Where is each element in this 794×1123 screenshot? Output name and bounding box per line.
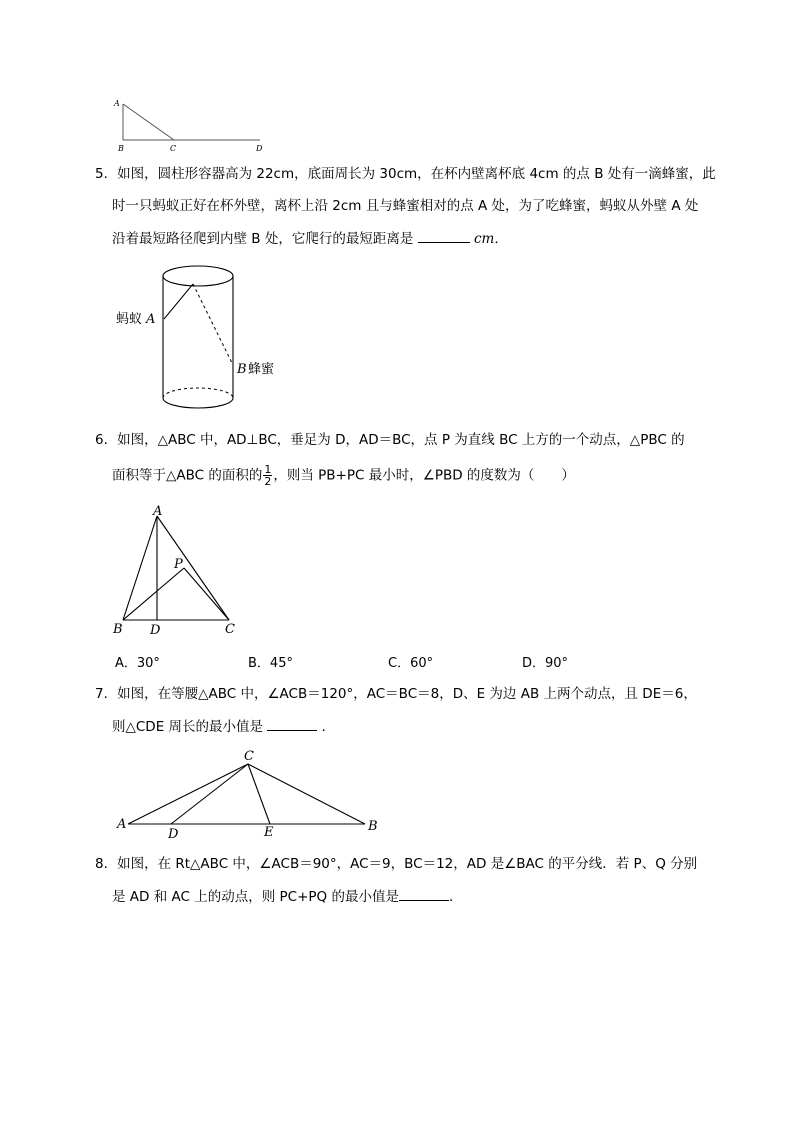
q7-line2	[112, 716, 335, 737]
q6-option-a[interactable]: A．30°	[115, 656, 160, 671]
q6-fig-label-c: C	[225, 622, 235, 637]
q7-line2-post: ．	[321, 719, 336, 735]
q6-option-b[interactable]: B．45°	[248, 656, 293, 671]
q7-fig-label-c: C	[244, 749, 254, 764]
fig4-label-a: A	[114, 99, 120, 108]
q8-answer-blank[interactable]	[399, 886, 449, 901]
fig4-label-c: C	[170, 144, 177, 153]
q6-line2-post: ，则当 PB+PC 最小时，∠PBD 的度数为（ ）	[273, 467, 575, 484]
figure-isosceles-cde	[108, 744, 388, 840]
q6-fig-label-b: B	[113, 622, 123, 637]
q7-fig-label-d: D	[168, 827, 179, 840]
q6-frac-den: 2	[264, 475, 272, 488]
q7-line1: 7．如图，在等腰△ABC 中，∠ACB＝120°，AC＝BC＝8，D、E 为边 AB 上两个动点，且 DE＝6，	[95, 686, 697, 702]
q6-fraction	[263, 464, 272, 487]
q5-line3	[112, 228, 508, 249]
q7-fig-label-b: B	[368, 819, 378, 834]
q6-fig-label-p: P	[174, 557, 183, 572]
q8-line2	[112, 886, 462, 907]
q5-fig-label-a: A	[146, 312, 156, 327]
q7-answer-blank[interactable]	[267, 716, 317, 731]
q5-fig-honey-label: 蜂蜜	[248, 362, 275, 377]
q5-line2: 时一只蚂蚁正好在杯外壁，离杯上沿 2cm 且与蜂蜜相对的点 A 处，为了吃蜂蜜，蚂蚁从外壁 A 处	[112, 198, 699, 214]
q8-line2-pre: 是 AD 和 AC 上的动点，则 PC+PQ 的最小值是	[112, 889, 399, 905]
q8-line1: 8．如图，在 Rt△ABC 中，∠ACB＝90°，AC＝9，BC＝12，AD 是∠BAC 的平分线．若 P、Q 分别	[95, 856, 698, 872]
q6-line2-pre: 面积等于△ABC 的面积的	[112, 467, 263, 484]
q6-option-d[interactable]: D．90°	[522, 656, 569, 671]
q6-fig-label-d: D	[150, 623, 161, 638]
q7-fig-label-e: E	[264, 825, 274, 840]
q6-option-c[interactable]: C．60°	[388, 656, 434, 671]
q5-line1: 5．如图，圆柱形容器高为 22cm，底面周长为 30cm，在杯内壁离杯底 4cm 的点 B 处有一滴蜂蜜，此	[95, 166, 716, 182]
q5-fig-label-b: B	[237, 362, 247, 377]
fig4-label-d: D	[256, 144, 263, 153]
q7-line2-pre: 则△CDE 周长的最小值是	[112, 719, 264, 735]
q6-frac-num: 1	[264, 463, 272, 476]
figure-triangle-abc-p	[108, 500, 248, 640]
q5-fig-ant-label: 蚂蚁	[116, 312, 143, 327]
q6-fig-label-a: A	[153, 504, 163, 519]
figure-cylinder	[112, 262, 292, 420]
q6-line2	[112, 464, 575, 487]
figure-right-triangle	[108, 92, 278, 154]
q5-answer-blank[interactable]	[418, 228, 470, 243]
q7-fig-label-a: A	[117, 817, 127, 832]
q6-line1: 6．如图，△ABC 中，AD⊥BC，垂足为 D，AD＝BC，点 P 为直线 BC 上方的一个动点，△PBC 的	[95, 432, 685, 448]
fig4-label-b: B	[118, 144, 124, 153]
q8-line2-post: ．	[448, 889, 463, 905]
q5-line3-post: cm．	[473, 231, 508, 247]
q5-line3-pre: 沿着最短路径爬到内壁 B 处，它爬行的最短距离是	[112, 231, 414, 247]
